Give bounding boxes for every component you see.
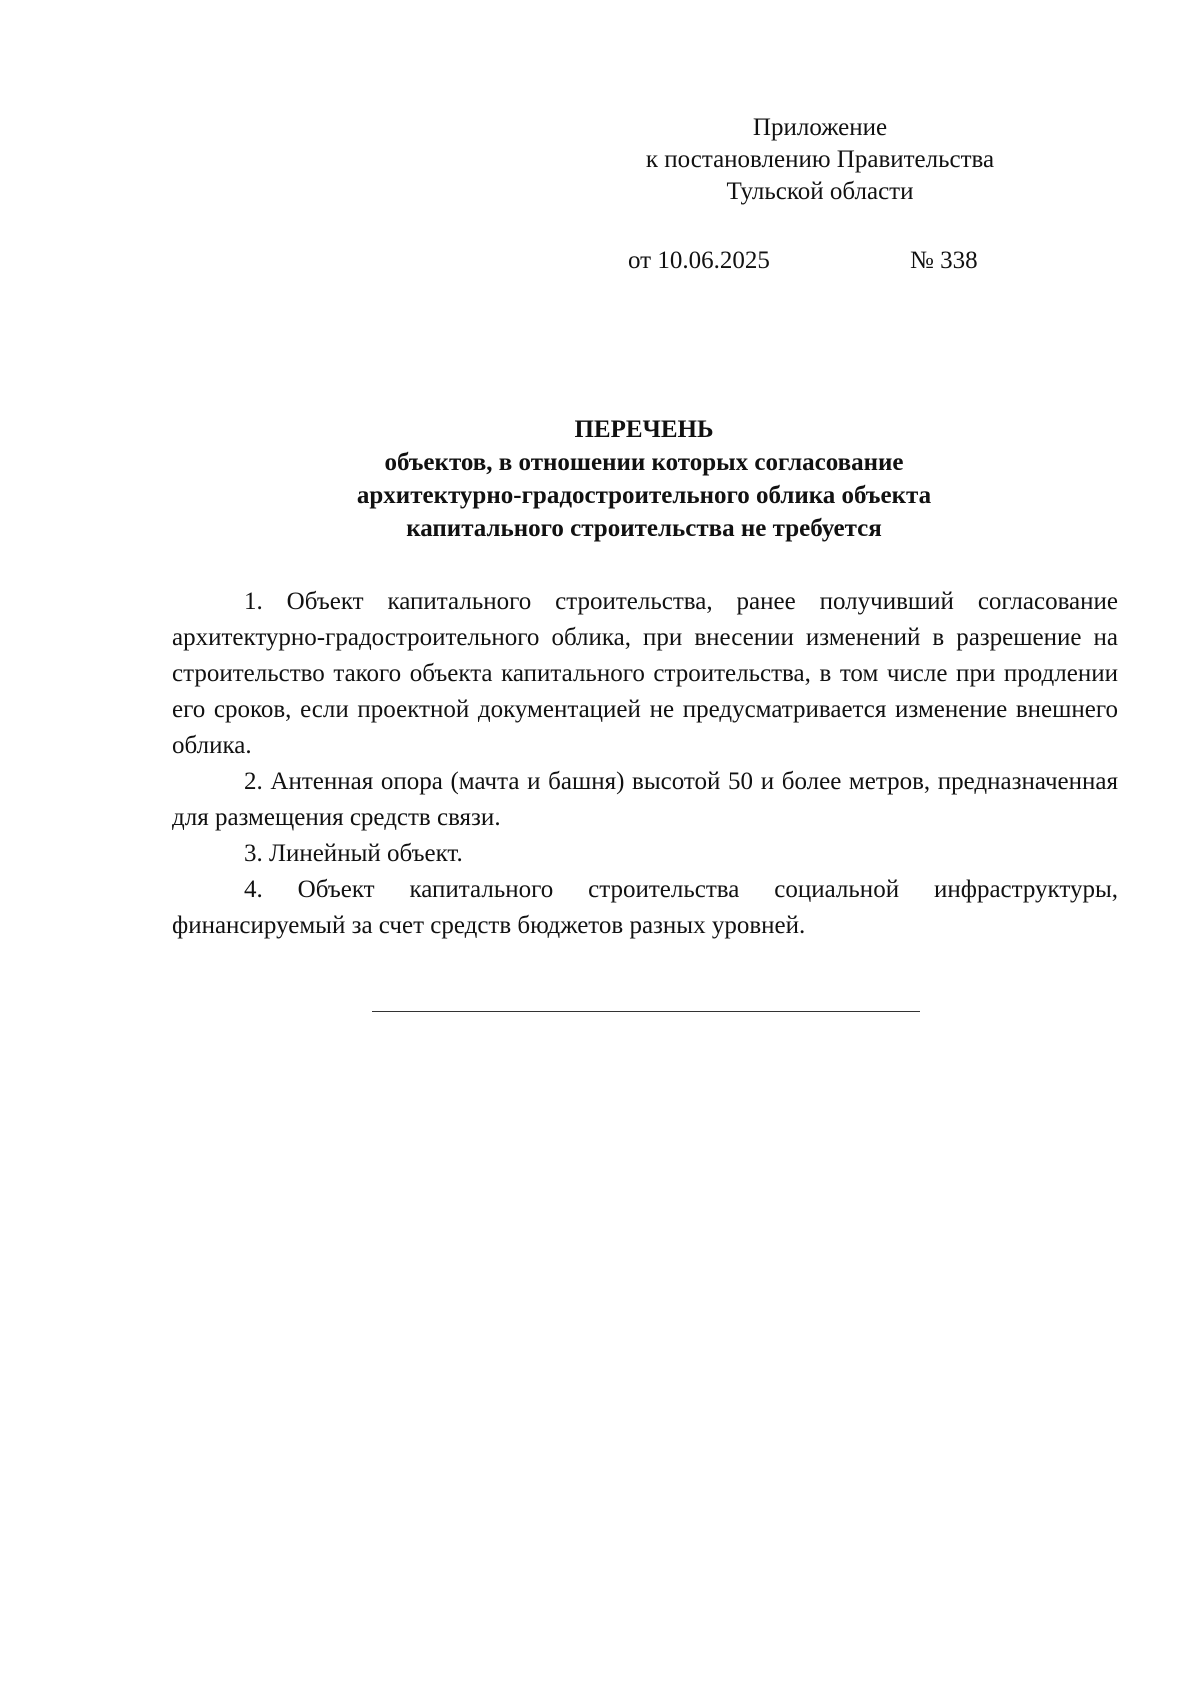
appendix-header [600, 112, 1040, 208]
decree-date-number [628, 245, 988, 277]
title-line-2: архитектурно-градостроительного облика объекта [356, 482, 932, 509]
list-body [172, 584, 1118, 944]
appendix-line-1: Приложение [752, 114, 888, 141]
closing-divider-line [372, 1011, 920, 1012]
decree-number: № 338 [910, 247, 978, 274]
list-item-2: 2. Антенная опора (мачта и башня) высотой 50 и более метров, предназначенная для размещения средств связи. [172, 768, 1118, 831]
list-item-3: 3. Линейный объект. [244, 840, 463, 867]
title-line-1: объектов, в отношении которых согласование [384, 449, 904, 476]
decree-date: от 10.06.2025 [628, 247, 770, 274]
appendix-line-2: к постановлению Правительства [645, 146, 995, 173]
list-item-1: 1. Объект капитального строительства, ранее получивший согласование архитектурно-градостроительного облика, при внесении изменений в разрешение на строительство такого объекта капитального строительства, в том числе при продлении его сроков, если проектной документацией не предусматривается изменение внешнего облика. [172, 588, 1118, 759]
document-title [170, 413, 1118, 545]
title-line-3: капитального строительства не требуется [406, 515, 882, 542]
title-heading: ПЕРЕЧЕНЬ [574, 416, 714, 443]
appendix-line-3: Тульской области [726, 178, 914, 205]
list-item-4: 4. Объект капитального строительства социальной инфраструктуры, финансируемый за счет средств бюджетов разных уровней. [172, 876, 1118, 939]
